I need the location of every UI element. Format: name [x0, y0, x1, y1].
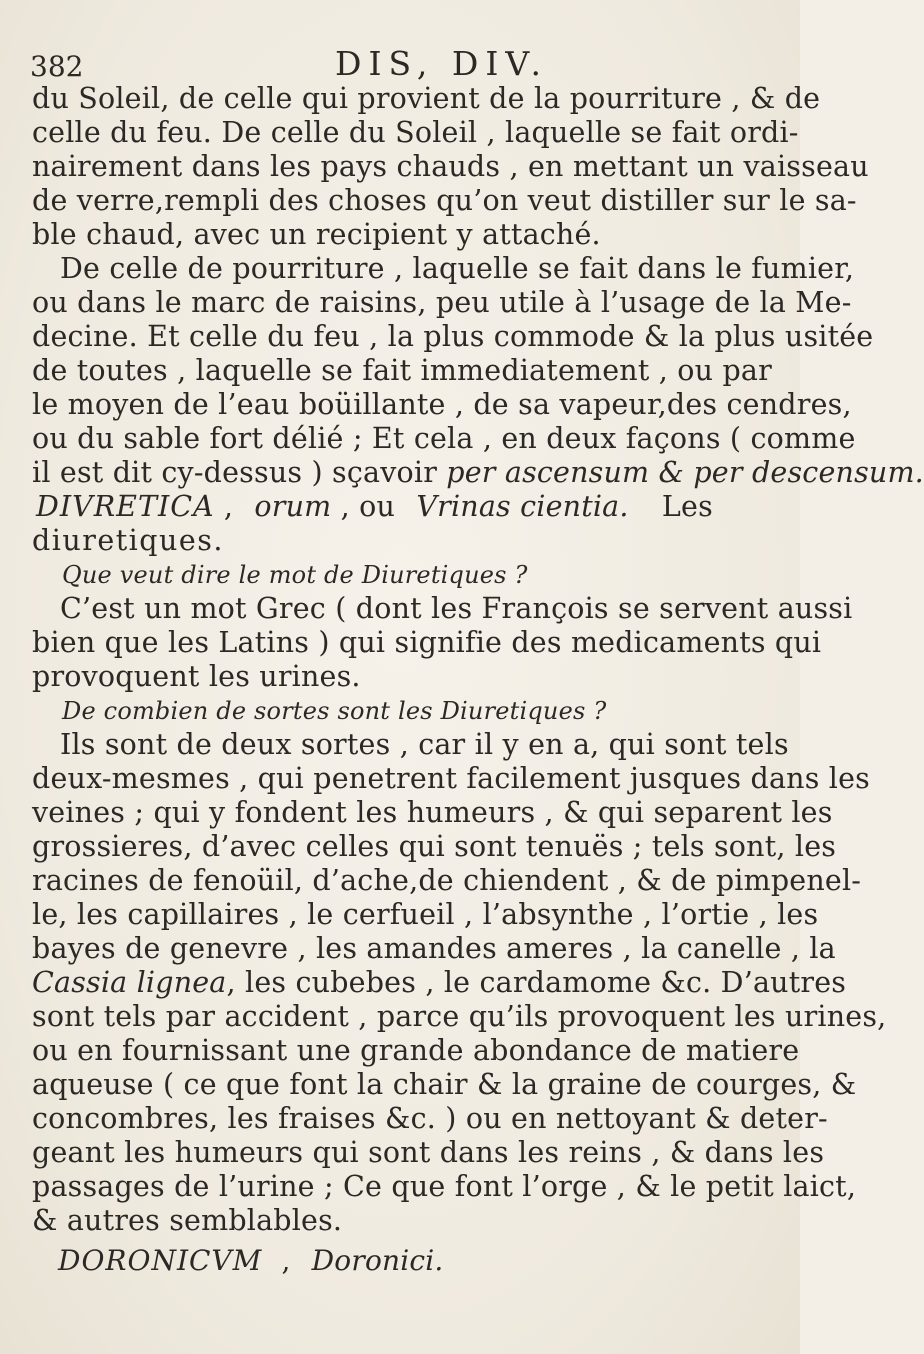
text-segment: il est dit cy-dessus ) sçavoir [32, 456, 438, 489]
text-line: de toutes , laquelle se fait immediatement , ou par [32, 354, 772, 387]
text-line: sont tels par accident , parce qu’ils provoquent les urines, [32, 1000, 887, 1033]
text-line: bayes de genevre , les amandes ameres , la canelle , la [32, 932, 836, 965]
text-line: celle du feu. De celle du Soleil , laquelle se fait ordi- [32, 116, 799, 149]
running-head: DIS, DIV. [335, 44, 548, 83]
entry-term-ending: orum [254, 490, 332, 523]
entry-latin-gloss: Vrinas cientia. [416, 490, 629, 523]
entry-french-label: Les [661, 490, 713, 523]
entry-heading-diuretica [32, 490, 767, 524]
page-number: 382 [30, 50, 84, 83]
text-line: grossieres, d’avec celles qui sont tenuës ; tels sont, les [32, 830, 837, 863]
entry-separator: , [223, 490, 234, 523]
question-heading: Que veut dire le mot de Diuretiques ? [62, 561, 528, 589]
question-heading: De combien de sortes sont les Diuretiques ? [62, 697, 607, 725]
text-line: de verre,rempli des choses qu’on veut distiller sur le sa- [32, 184, 857, 217]
text-line: le, les capillaires , le cerfueil , l’absynthe , l’ortie , les [32, 898, 819, 931]
text-line: veines ; qui y fondent les humeurs , & qui separent les [32, 796, 833, 829]
text-segment: , les cubebes , le cardamome &c. D’autres [226, 966, 847, 999]
text-line: ou en fournissant une grande abondance de matiere [32, 1034, 800, 1067]
page-header [30, 38, 790, 88]
entry-separator: , [281, 1244, 291, 1277]
text-line: aqueuse ( ce que font la chair & la graine de courges, & [32, 1068, 857, 1101]
italic-phrase: Cassia lignea [32, 966, 227, 999]
text-line: provoquent les urines. [32, 660, 361, 693]
text-line: bien que les Latins ) qui signifie des medicaments qui [32, 626, 822, 659]
text-line: C’est un mot Grec ( dont les François se servent aussi [60, 592, 853, 625]
page-body [32, 82, 924, 1278]
entry-separator: , ou [340, 490, 396, 523]
text-line: ble chaud, avec un recipient y attaché. [32, 218, 601, 251]
text-line: & autres semblables. [32, 1204, 343, 1237]
entry-term: DORONICVM [58, 1244, 263, 1277]
text-line: racines de fenoüil, d’ache,de chiendent , & de pimpenel- [32, 864, 862, 897]
text-line: diuretiques. [32, 524, 224, 557]
italic-phrase: per ascensum & per descensum. [446, 456, 924, 489]
text-line: ou dans le marc de raisins, peu utile à l’usage de la Me- [32, 286, 852, 319]
entry-term: DIVRETICA [36, 490, 215, 523]
text-line: De celle de pourriture , laquelle se fait dans le fumier, [60, 252, 855, 285]
text-line: geant les humeurs qui sont dans les reins , & dans les [32, 1136, 825, 1169]
text-line: nairement dans les pays chauds , en mettant un vaisseau [32, 150, 869, 183]
text-line: passages de l’urine ; Ce que font l’orge , & le petit laict, [32, 1170, 857, 1203]
text-line: deux-mesmes , qui penetrent facilement jusques dans les [32, 762, 871, 795]
text-line: le moyen de l’eau boüillante , de sa vapeur,des cendres, [32, 388, 852, 421]
text-line: Ils sont de deux sortes , car il y en a, qui sont tels [60, 728, 789, 761]
text-line: du Soleil, de celle qui provient de la pourriture , & de [32, 82, 821, 115]
entry-latin-gloss: Doronici. [311, 1244, 444, 1277]
text-line: decine. Et celle du feu , la plus commode & la plus usitée [32, 320, 874, 353]
text-line: ou du sable fort délié ; Et cela , en deux façons ( comme [32, 422, 856, 455]
text-line [32, 456, 924, 490]
text-line: concombres, les fraises &c. ) ou en nettoyant & deter- [32, 1102, 828, 1135]
text-line [32, 966, 847, 1000]
entry-heading-doronicum [32, 1244, 767, 1278]
